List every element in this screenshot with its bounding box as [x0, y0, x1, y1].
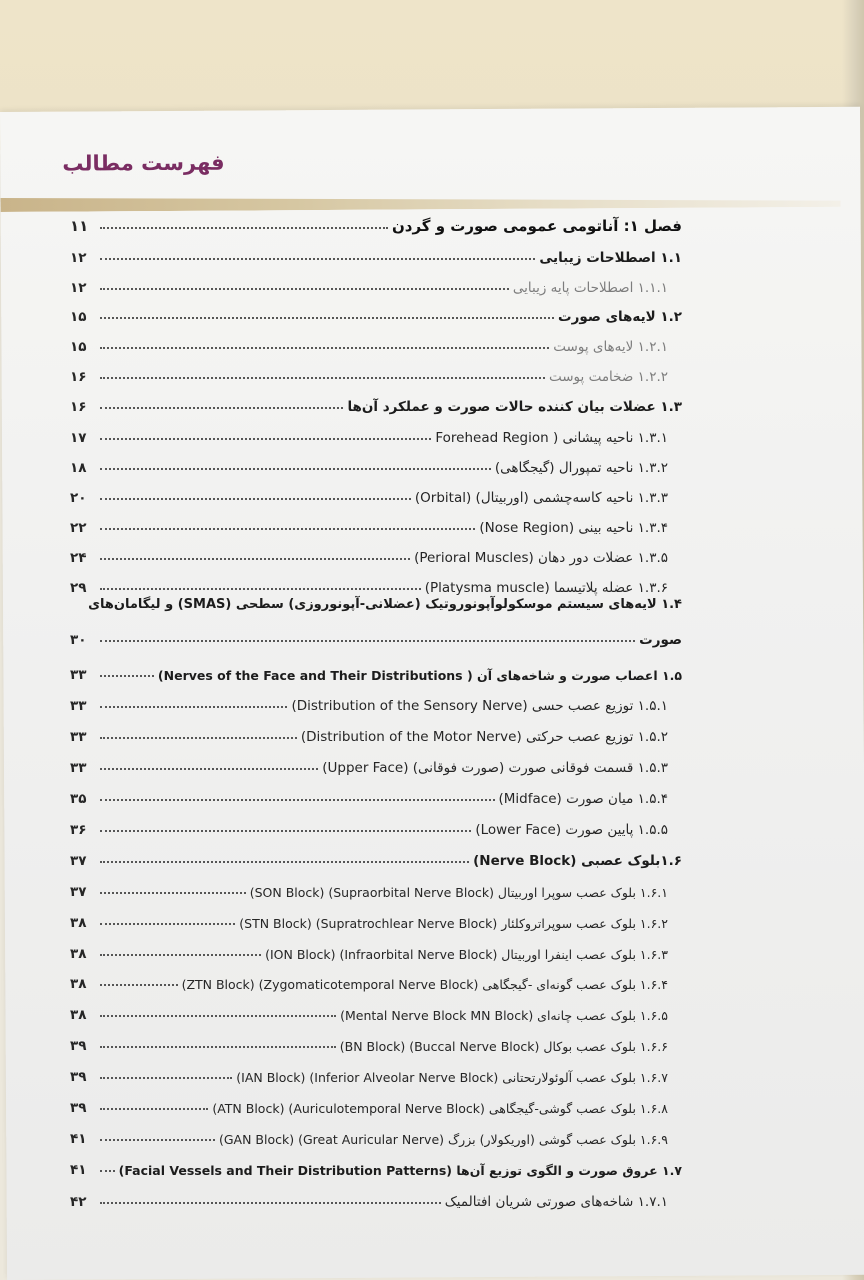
toc-entry-title: ۱.۵.۴ میان صورت (Midface): [498, 791, 668, 807]
toc-entry-title: ۱.۶.۴ بلوک عصب گونه‌ای -گیجگاهی (Zygomaticotemporal Nerve Block) (ZTN Block): [181, 977, 668, 992]
toc-entry-title: ۱.۶.۸ بلوک عصب گوشی-گیجگاهی (Auriculotemporal Nerve Block) (ATN Block): [212, 1101, 668, 1116]
toc-entry-title: ۱.۵.۳ قسمت فوقانی صورت (صورت فوقانی) (Upper Face): [322, 760, 668, 776]
toc-entry-page: ۳۸: [70, 915, 87, 931]
toc-entry-title: ۱.۶.۲ بلوک عصب سوپراتروکلئار (Supratrochlear Nerve Block) (STN Block): [239, 916, 668, 931]
toc-entry-title: ۱.۶.۳ بلوک عصب اینفرا اوربیتال (Infraorbital Nerve Block) (ION Block): [265, 947, 668, 962]
toc-entry-title: ۱.۲.۲ ضخامت پوست: [548, 369, 668, 385]
toc-entry: [70, 536, 668, 566]
toc-entry-page: ۳۳: [70, 667, 87, 683]
toc-entry-page: ۴۱: [70, 1162, 87, 1178]
toc-entry-page: ۴۲: [70, 1194, 87, 1210]
toc-entry-page: ۳۳: [70, 729, 87, 745]
toc-leader: [100, 1108, 208, 1110]
toc-entry-page: ۲۰: [70, 490, 87, 506]
toc-entry-page: ۲۲: [70, 520, 87, 536]
toc-entry-page: ۳۹: [70, 1038, 87, 1054]
toc-entry-title: ۱.۳.۲ ناحیه تمپورال (گیجگاهی): [494, 460, 668, 476]
toc-leader: [100, 468, 491, 470]
toc-leader: [100, 640, 635, 642]
toc-leader: [100, 227, 388, 229]
toc-entry-title: ۱.۶.۶ بلوک عصب بوکال (Buccal Nerve Block) (BN Block): [339, 1039, 668, 1054]
toc-entry-page: ۳۸: [70, 946, 87, 962]
toc-entry-title: ۱.۳.۶ عضله پلاتیسما (Platysma muscle): [424, 580, 668, 596]
toc-entry: [70, 618, 682, 648]
toc-entry-page: ۱۱: [70, 217, 89, 235]
toc-leader: [100, 438, 431, 440]
toc-entry-title: فصل ۱: آناتومی عمومی صورت و گردن: [391, 217, 682, 235]
toc-leader: [100, 1077, 232, 1079]
toc-entry: [70, 839, 682, 869]
toc-entry-page: ۲۴: [70, 550, 87, 566]
toc-entry: [70, 684, 668, 714]
toc-entry: [70, 901, 668, 931]
toc-entry-page: ۳۸: [70, 1007, 87, 1023]
toc-entry-title: ۱.۳ عضلات بیان کننده حالات صورت و عملکرد آن‌ها: [347, 399, 682, 415]
toc-leader: [100, 892, 246, 894]
toc-entry: [70, 1117, 668, 1147]
toc-entry-page: ۱۵: [70, 309, 87, 325]
toc-leader: [100, 347, 549, 349]
toc-entry: [70, 653, 682, 683]
toc-entry-title-line1: ۱.۴ لایه‌های سیستم موسکولوآپونوروتیک (عضلانی-آپونوروزی) سطحی (SMAS) و لیگامان‌های: [88, 597, 682, 612]
toc-leader: [100, 861, 469, 863]
toc-entry-title: ۱.۵.۲ توزیع عصب حرکتی (Distribution of the Motor Nerve): [300, 729, 668, 745]
toc-leader: [100, 923, 235, 925]
toc-entry-title: ۱.۳.۵ عضلات دور دهان (Perioral Muscles): [414, 550, 668, 566]
toc-entry-page: ۳۹: [70, 1100, 87, 1116]
toc-entry-page: ۳۵: [70, 791, 87, 807]
toc-leader: [100, 706, 287, 708]
toc-entry: [70, 566, 668, 596]
toc-entry: [70, 870, 668, 900]
toc-entry: [70, 932, 668, 962]
toc-leader: [100, 768, 318, 770]
toc-entry: [70, 295, 682, 325]
toc-leader: [100, 317, 554, 319]
toc-leader: [100, 1170, 115, 1172]
toc-entry-page: ۱۲: [70, 280, 87, 296]
toc-entry: [70, 746, 668, 776]
toc-leader: [100, 288, 509, 290]
toc-leader: [100, 407, 343, 409]
toc-entry-page: ۱۶: [70, 369, 87, 385]
toc-entry-title: ۱.۷ عروق صورت و الگوی توزیع آن‌ها (Facial Vessels and Their Distribution Patterns): [118, 1163, 682, 1178]
toc-leader: [100, 1202, 441, 1204]
toc-entry-page: ۱۷: [70, 430, 87, 446]
toc-entry-page: ۳۷: [70, 884, 87, 900]
toc-entry-page: ۱۸: [70, 460, 87, 476]
toc-entry-title: ۱.۳.۳ ناحیه کاسه‌چشمی (اوربیتال) (Orbital): [414, 490, 668, 506]
toc-entry-page: ۱۵: [70, 339, 87, 355]
toc-entry-title: ۱.۱.۱ اصطلاحات پایه زیبایی: [512, 280, 668, 296]
toc-leader: [100, 799, 495, 801]
toc-leader: [100, 1015, 336, 1017]
toc-leader: [100, 588, 421, 590]
toc-entry-page: ۳۳: [70, 760, 87, 776]
toc-entry-title: ۱.۳.۴ ناحیه بینی (Nose Region): [479, 520, 668, 536]
toc-entry: [70, 325, 668, 355]
toc-entry-page: ۱۶: [70, 399, 87, 415]
toc-leader: [100, 954, 261, 956]
toc-leader: [100, 675, 154, 677]
toc-entry-title: ۱.۱ اصطلاحات زیبایی: [539, 250, 682, 266]
toc-entry: [70, 416, 668, 446]
toc-entry-title: ۱.۶.۱ بلوک عصب سوپرا اوربیتال (Supraorbital Nerve Block) (SON Block): [249, 885, 668, 900]
toc-leader: [100, 498, 411, 500]
toc-entry-page: ۳۹: [70, 1069, 87, 1085]
toc-entry-page: ۲۹: [70, 580, 87, 596]
toc-entry-title: ۱.۷.۱ شاخه‌های صورتی شریان افتالمیک: [444, 1194, 668, 1210]
toc-entry-title: ۱.۵ اعصاب صورت و شاخه‌های آن ( Nerves of the Face and Their Distributions): [157, 668, 682, 683]
toc-leader: [100, 737, 297, 739]
toc-entry-page: ۴۱: [70, 1131, 87, 1147]
toc-entry: [70, 962, 668, 992]
toc-entry-title-line2: صورت: [639, 632, 682, 648]
toc-leader: [100, 830, 471, 832]
toc-entry-title: ۱.۶.۷ بلوک عصب آلوئولارتحتانی (Inferior Alveolar Nerve Block) (IAN Block): [236, 1070, 668, 1085]
toc-entry-title: ۱.۲ لایه‌های صورت: [558, 309, 682, 325]
toc-entry: [70, 446, 668, 476]
toc-entry: [70, 506, 668, 536]
toc-entry-page: ۳۳: [70, 698, 87, 714]
toc-entry: [70, 355, 668, 385]
toc-entry: [70, 1055, 668, 1085]
toc-entry: [70, 236, 682, 266]
toc-entry: [70, 266, 668, 296]
toc-entry-page: ۳۷: [70, 853, 87, 869]
toc-entry-title: ۱.۶.۹ بلوک عصب گوشی (اوریکولار) بزرگ (Great Auricular Nerve) (GAN Block): [218, 1132, 668, 1147]
toc-leader: [100, 984, 178, 986]
toc-entry: [70, 808, 668, 838]
toc-entry-title: ۱.۵.۵ پایین صورت (Lower Face): [475, 822, 668, 838]
toc-leader: [100, 558, 410, 560]
toc-entry-title: ۱.۲.۱ لایه‌های پوست: [553, 339, 668, 355]
toc-leader: [100, 528, 475, 530]
toc-entry-chapter-1: [70, 205, 682, 235]
toc-entry: [70, 1180, 668, 1210]
page-title: فهرست مطالب: [62, 150, 225, 176]
toc-entry: [70, 993, 668, 1023]
toc-leader: [100, 258, 535, 260]
toc-entry: [70, 476, 668, 506]
toc-entry-title: ۱.۵.۱ توزیع عصب حسی (Distribution of the Sensory Nerve): [291, 698, 668, 714]
toc-entry: [70, 715, 668, 745]
toc-entry-page: ۳۶: [70, 822, 87, 838]
toc-leader: [100, 1139, 215, 1141]
toc-entry-title: ۱.۳.۱ ناحیه پیشانی ( Forehead Region: [435, 430, 668, 446]
toc-entry-page: ۳۸: [70, 976, 87, 992]
toc-entry-page: ۱۲: [70, 250, 87, 266]
toc-entry-title: ۱.۶بلوک عصبی (Nerve Block): [473, 853, 682, 869]
toc-leader: [100, 1046, 336, 1048]
toc-entry: [70, 385, 682, 415]
toc-entry-page: ۳۰: [70, 632, 87, 648]
toc-leader: [100, 377, 545, 379]
toc-entry: [70, 1024, 668, 1054]
toc-entry: [70, 1086, 668, 1116]
toc-entry: [70, 1148, 682, 1178]
toc-entry: [70, 777, 668, 807]
toc-entry-title: ۱.۶.۵ بلوک عصب چانه‌ای (Mental Nerve Block MN Block): [340, 1008, 668, 1023]
